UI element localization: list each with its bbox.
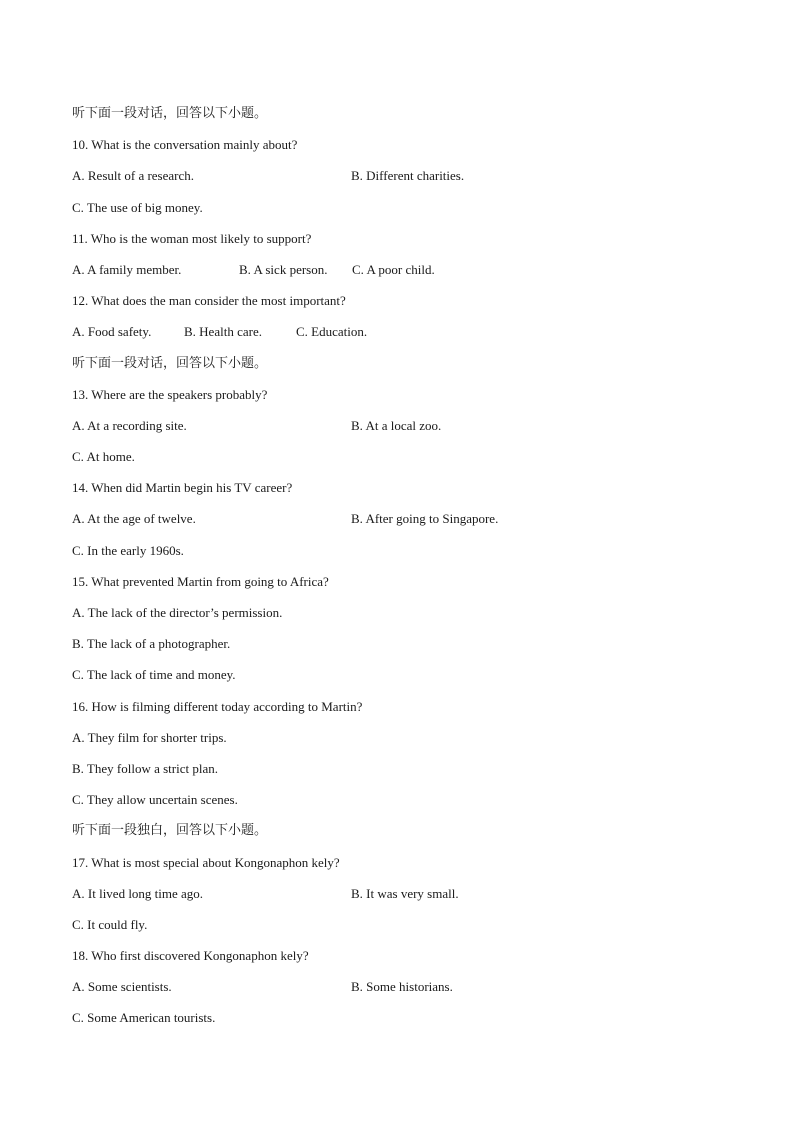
option-a: A. Result of a research. xyxy=(72,168,195,184)
option-b: B. After going to Singapore. xyxy=(351,511,499,527)
option-a: A. A family member. xyxy=(72,261,182,277)
option-c: C. In the early 1960s. xyxy=(72,542,184,558)
option-row xyxy=(72,165,732,196)
option-c: C. Education. xyxy=(296,324,368,340)
question-stem: 13. Where are the speakers probably? xyxy=(72,386,268,402)
section-heading: 听下面一段对话，回答以下小题。 xyxy=(72,355,268,371)
option-b: B. Health care. xyxy=(184,324,262,340)
option-row xyxy=(72,508,732,539)
option-c: C. At home. xyxy=(72,449,135,465)
option-a: A. Food safety. xyxy=(72,324,152,340)
option-a: A. At a recording site. xyxy=(72,417,187,433)
question-stem: 16. How is filming different today according to Martin? xyxy=(72,698,363,714)
question-stem: 11. Who is the woman most likely to support? xyxy=(72,230,312,246)
option-c: C. A poor child. xyxy=(352,261,435,277)
option-row xyxy=(72,259,732,290)
exam-page xyxy=(72,103,732,1039)
question-stem: 18. Who first discovered Kongonaphon kely? xyxy=(72,948,309,964)
option-b: B. It was very small. xyxy=(351,885,459,901)
option-c: C. It could fly. xyxy=(72,916,148,932)
option-row xyxy=(72,883,732,914)
option-c: C. The lack of time and money. xyxy=(72,667,236,683)
option-b: B. At a local zoo. xyxy=(351,417,442,433)
option-a: A. They film for shorter trips. xyxy=(72,729,227,745)
option-a: A. It lived long time ago. xyxy=(72,885,204,901)
question-stem: 17. What is most special about Kongonaphon kely? xyxy=(72,854,340,870)
question-stem: 12. What does the man consider the most important? xyxy=(72,293,346,309)
option-b: B. Some historians. xyxy=(351,979,453,995)
option-row xyxy=(72,415,732,446)
question-stem: 15. What prevented Martin from going to Africa? xyxy=(72,573,329,589)
section-heading: 听下面一段独白，回答以下小题。 xyxy=(72,823,268,839)
option-b: B. They follow a strict plan. xyxy=(72,760,218,776)
option-a: A. At the age of twelve. xyxy=(72,511,196,527)
option-a: A. Some scientists. xyxy=(72,979,172,995)
option-a: A. The lack of the director’s permission. xyxy=(72,605,283,620)
question-stem: 14. When did Martin begin his TV career? xyxy=(72,480,293,496)
option-c: C. They allow uncertain scenes. xyxy=(72,792,238,808)
section-heading: 听下面一段对话，回答以下小题。 xyxy=(72,106,268,121)
option-row xyxy=(72,321,732,352)
option-c: C. The use of big money. xyxy=(72,199,203,215)
option-b: B. A sick person. xyxy=(239,261,328,277)
option-b: B. The lack of a photographer. xyxy=(72,636,231,652)
option-row xyxy=(72,976,732,1007)
question-stem: 10. What is the conversation mainly about? xyxy=(72,137,298,153)
option-b: B. Different charities. xyxy=(351,168,465,184)
option-c: C. Some American tourists. xyxy=(72,1010,216,1026)
